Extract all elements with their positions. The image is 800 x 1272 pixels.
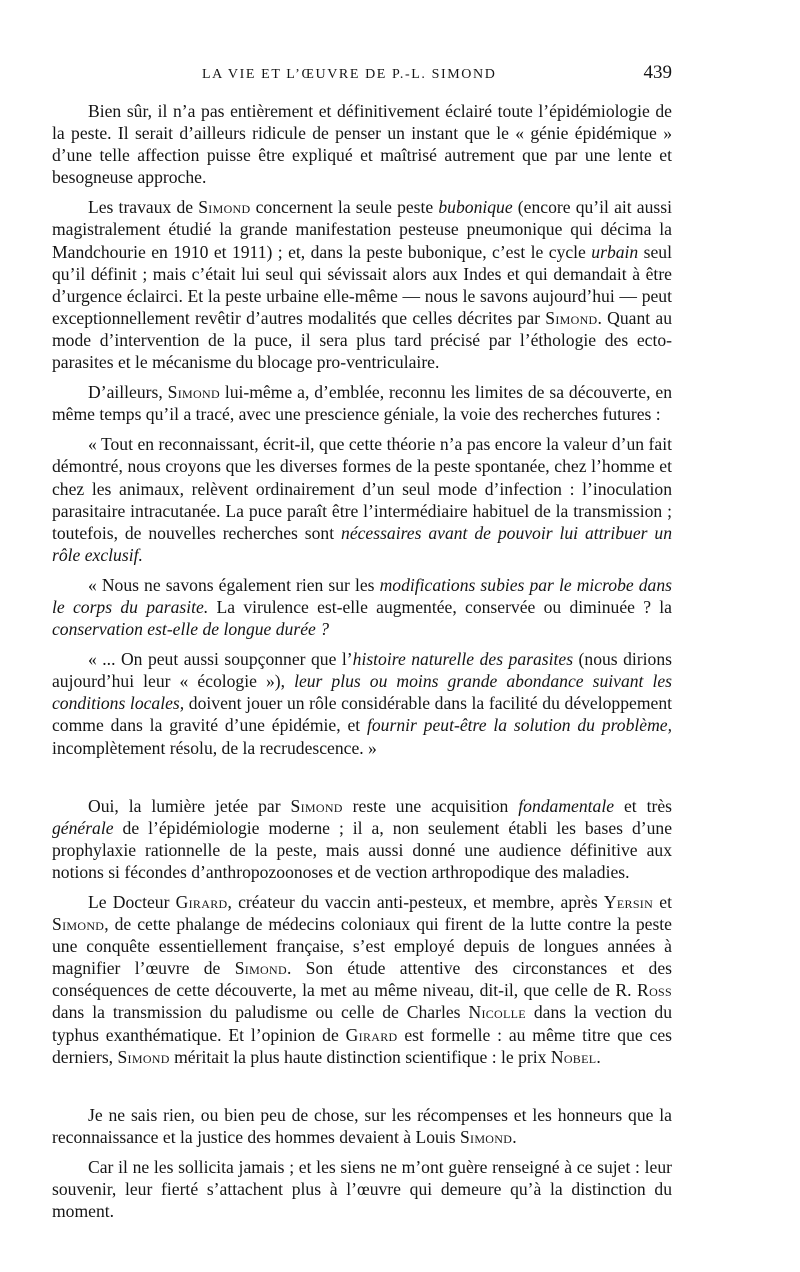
- text-run: lui-même a, d’emblée, reconnu les limites de sa découverte, en même temps qu’il a tracé, avec une prescience géniale, la voie des recherches futures :: [52, 382, 672, 425]
- text-run: .: [512, 1126, 517, 1147]
- paragraph-1: [52, 100, 672, 188]
- text-run: méritait la plus haute distinction scientifique : le prix: [169, 1046, 551, 1067]
- text-run: Oui, la lumière jetée par: [88, 795, 291, 816]
- author-name: Girard: [345, 1024, 398, 1045]
- text-run: , de cette phalange de médecins coloniaux qui firent de la lutte contre la peste une conquête essentiellement française, s’est employé depuis de longues années à magnifier l’œuvre de: [52, 914, 672, 979]
- author-name: Simond: [234, 958, 287, 979]
- author-name: Simond: [545, 307, 598, 328]
- italic-term: générale: [52, 817, 114, 838]
- text-run: (encore qu’il ait aussi magistralement étudié la grande manifestation pesteuse pneumonique qui décima la Mandchourie en 1910 et 1911) ; et, dans la peste bubonique, c’est le cycle: [52, 197, 672, 262]
- text-run: concernent la seule peste: [250, 197, 439, 218]
- text-run: , créateur du vaccin anti-pesteux, et membre, après: [227, 892, 604, 912]
- text-run: dans la transmission du paludisme ou celle de Charles: [52, 1002, 469, 1023]
- quote-1: [52, 433, 672, 566]
- text-run: La virulence est-elle augmentée, conservée ou diminuée ? la: [208, 596, 672, 617]
- italic-phrase: nécessaires avant de pouvoir lui attribuer un rôle exclusif.: [52, 522, 672, 565]
- text-run: et très: [614, 795, 672, 816]
- text-run: Le Docteur: [88, 892, 176, 912]
- paragraph-7: [52, 1156, 672, 1222]
- italic-phrase: fournir peut-être la solution du problème,: [366, 715, 672, 736]
- italic-term: fondamentale: [518, 795, 615, 816]
- running-head: [52, 62, 672, 84]
- text-run: « Tout en reconnaissant, écrit-il, que cette théorie n’a pas encore la valeur d’un fait démontré, nous croyons que les diverses formes de la peste spontanée, chez l’homme et chez les animaux, relèvent ordinairement d’un seul mode d’infection : l’inoculation parasitaire intracutanée. La puce paraît être l’intermédiaire habituel de la transmission ; toutefois, de nouvelles recherches sont: [52, 434, 672, 543]
- author-name: Simond: [198, 197, 251, 218]
- italic-term: bubonique: [438, 197, 513, 218]
- author-name: Simond: [52, 914, 105, 935]
- italic-phrase: conservation est-elle de longue durée ?: [52, 619, 330, 640]
- text-run: « Nous ne savons également rien sur les: [88, 574, 380, 595]
- page-number: 439: [643, 62, 672, 83]
- text-run: reste une acquisition: [342, 795, 519, 816]
- text-run: de l’épidémiologie moderne ; il a, non seulement établi les bases d’une prophylaxie rationnelle de la peste, mais aussi donné une audience définitive aux notions si fécondes d’anthropozoonoses et de vection arthropodique des maladies.: [52, 817, 672, 882]
- author-name: Yersin: [603, 892, 654, 912]
- text-run: Les travaux de: [88, 197, 199, 218]
- author-name: Nobel: [550, 1046, 597, 1067]
- italic-phrase: modifications subies par le microbe dans le corps du parasite.: [52, 574, 672, 617]
- text-run: est formelle : au même titre que ces derniers,: [52, 1024, 672, 1067]
- author-name: Simond: [117, 1046, 170, 1067]
- paragraph-2: [52, 196, 672, 373]
- author-name: Ross: [637, 980, 672, 1001]
- author-name: Girard: [175, 892, 228, 912]
- text-run: et: [653, 892, 672, 912]
- text-run: Car il ne les sollicita jamais ; et les siens ne m’ont guère renseigné à ce sujet : leur souvenir, leur fierté s’attachent plus à l’œuvre qui demeure qu’à la distinction du moment.: [52, 1156, 672, 1222]
- text-run: Je ne sais rien, ou bien peu de chose, sur les récompenses et les honneurs que la reconnaissance et la justice des hommes devaient à Louis: [52, 1104, 672, 1147]
- text-run: « ... On peut aussi soupçonner que l’: [88, 649, 353, 670]
- quote-3: [52, 648, 672, 758]
- quote-2: [52, 574, 672, 640]
- text-run: (nous dirions aujourd’hui leur « écologie »),: [52, 649, 672, 692]
- text-run: seul qu’il définit ; mais c’était lui seul qui sévissait alors aux Indes et qui demandait à être d’urgence éclairci. Et la peste urbaine elle-même — nous le savons aujourd’hui — peut exceptionnellement revêtir d’autres modalités que celles décrites par: [52, 241, 672, 328]
- italic-term: urbain: [591, 241, 639, 262]
- text-run: . Son étude attentive des circonstances et des conséquences de cette découverte, la met au même niveau, dit-il, que celle de R.: [52, 958, 673, 1001]
- text-run: dans la vection du typhus exanthématique. Et l’opinion de: [52, 1002, 672, 1045]
- running-title: LA VIE ET L’ŒUVRE DE P.-L. SIMOND: [202, 67, 497, 82]
- text-run: .: [596, 1046, 601, 1067]
- italic-phrase: histoire naturelle des parasites: [352, 649, 574, 670]
- text-run: doivent jouer un rôle considérable dans la facilité du développement comme dans la gravité d’une épidémie, et: [52, 693, 673, 736]
- author-name: Simond: [167, 382, 220, 403]
- author-name: Simond: [459, 1126, 513, 1147]
- text-run: Bien sûr, il n’a pas entièrement et définitivement éclairé toute l’épidémiologie de la peste. Il serait d’ailleurs ridicule de penser un instant que le « génie épidémique » d’une telle affection puisse être expliqué et maîtrisé autrement que par une lente et besogneuse approche.: [52, 101, 672, 188]
- author-name: Nicolle: [468, 1002, 526, 1023]
- paragraph-4: [52, 795, 672, 883]
- italic-phrase: leur plus ou moins grande abondance suivant les conditions locales,: [52, 671, 673, 714]
- paragraph-3: [52, 381, 672, 425]
- page-body: [52, 100, 672, 1230]
- author-name: Simond: [290, 795, 343, 816]
- paragraph-6: [52, 1104, 672, 1148]
- text-run: D’ailleurs,: [88, 382, 168, 403]
- paragraph-5: [52, 891, 672, 1068]
- text-run: incomplètement résolu, de la recrudescence. »: [52, 737, 377, 758]
- text-run: . Quant au mode d’intervention de la puce, il sera plus tard précisé par l’éthologie des ecto-parasites et le mécanisme du blocage pro-ventriculaire.: [52, 307, 672, 373]
